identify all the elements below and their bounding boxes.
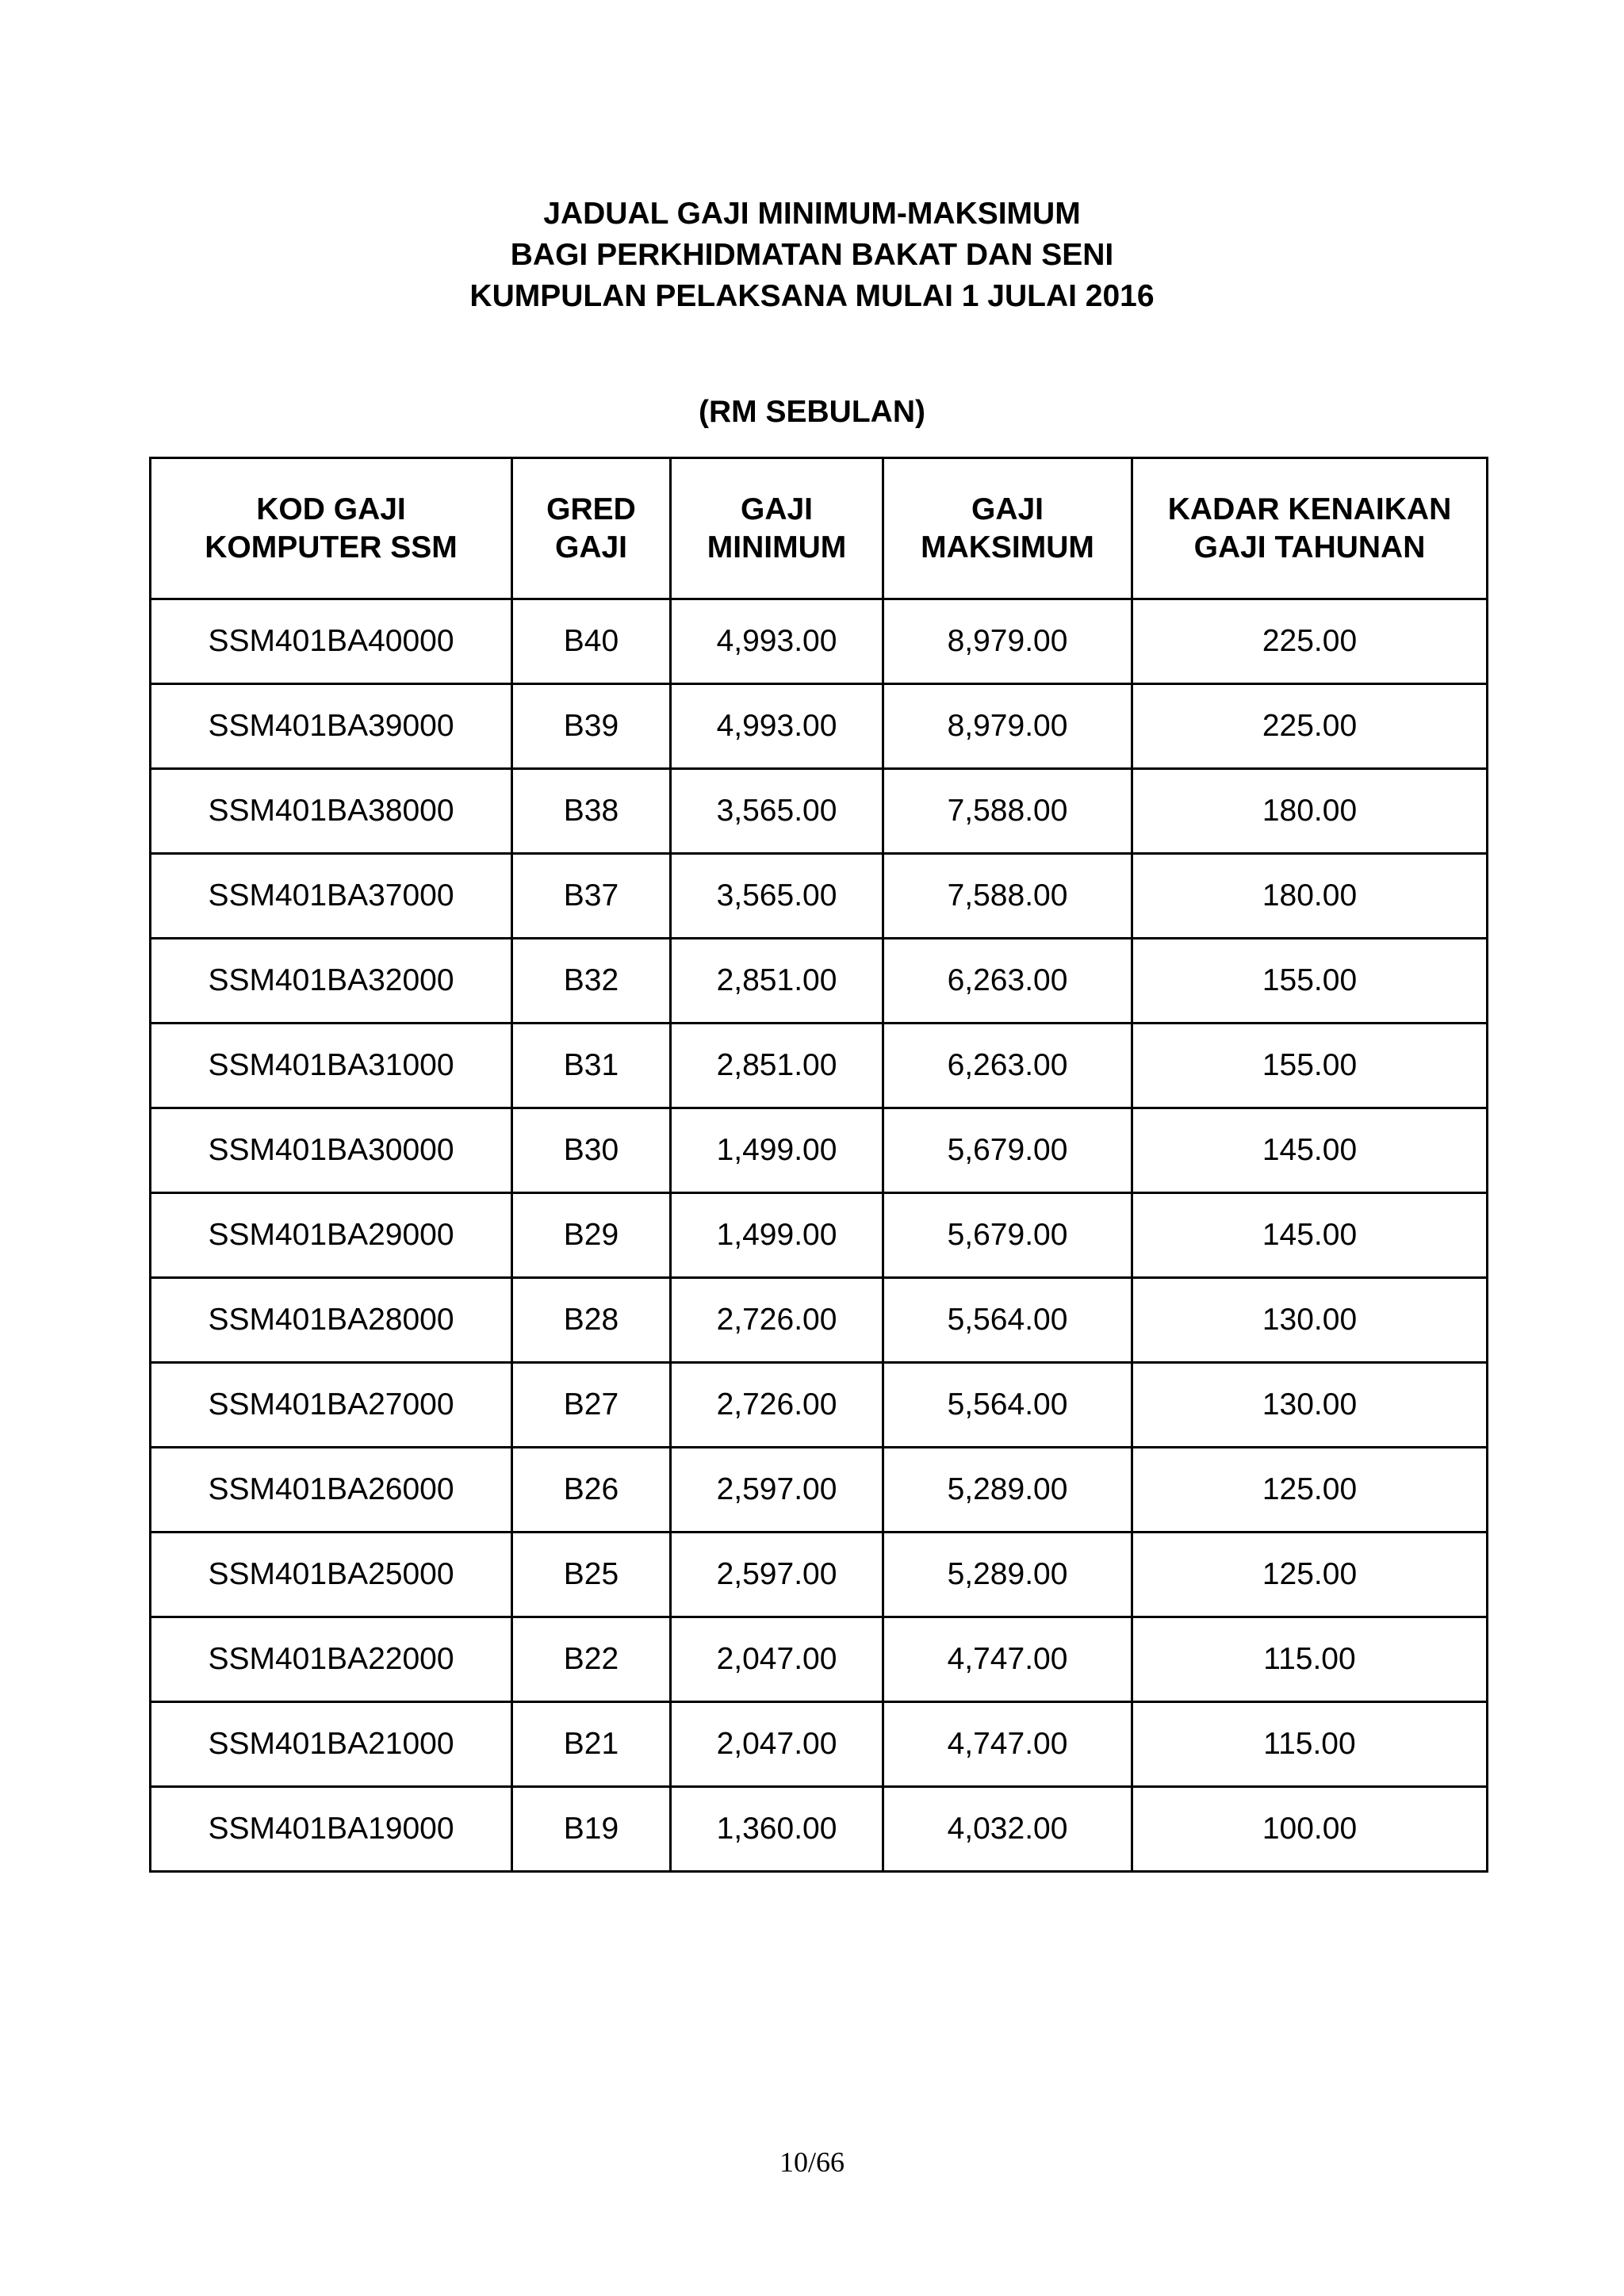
- table-row: [151, 1108, 1488, 1193]
- header-line: KADAR KENAIKAN: [1167, 492, 1452, 526]
- cell-gred: B21: [512, 1702, 671, 1787]
- document-title: [0, 193, 1624, 317]
- cell-gred: B40: [512, 599, 671, 684]
- cell-kod-gaji: SSM401BA28000: [151, 1278, 512, 1363]
- cell-kod-gaji: SSM401BA26000: [151, 1448, 512, 1533]
- table-row: [151, 1702, 1488, 1787]
- header-gaji-maksimum: [883, 458, 1132, 599]
- cell-gaji-minimum: 2,851.00: [671, 939, 883, 1024]
- cell-gred: B25: [512, 1533, 671, 1617]
- cell-kadar-kenaikan: 180.00: [1132, 854, 1488, 939]
- cell-gred: B32: [512, 939, 671, 1024]
- cell-gaji-minimum: 2,047.00: [671, 1702, 883, 1787]
- cell-kod-gaji: SSM401BA30000: [151, 1108, 512, 1193]
- cell-kadar-kenaikan: 130.00: [1132, 1278, 1488, 1363]
- title-line-1: JADUAL GAJI MINIMUM-MAKSIMUM: [543, 197, 1081, 231]
- header-line: KOD GAJI: [256, 492, 406, 526]
- cell-kod-gaji: SSM401BA29000: [151, 1193, 512, 1278]
- cell-kadar-kenaikan: 145.00: [1132, 1108, 1488, 1193]
- table-row: [151, 854, 1488, 939]
- cell-kod-gaji: SSM401BA39000: [151, 684, 512, 769]
- cell-gred: B19: [512, 1787, 671, 1872]
- cell-gaji-maksimum: 4,747.00: [883, 1702, 1132, 1787]
- table-row: [151, 684, 1488, 769]
- header-kod-gaji: [151, 458, 512, 599]
- header-line: GAJI TAHUNAN: [1193, 530, 1426, 564]
- cell-kadar-kenaikan: 155.00: [1132, 1024, 1488, 1108]
- cell-gaji-maksimum: 8,979.00: [883, 599, 1132, 684]
- table-row: [151, 1363, 1488, 1448]
- cell-gaji-maksimum: 5,289.00: [883, 1533, 1132, 1617]
- header-line: GAJI: [554, 530, 628, 564]
- table-body: [151, 599, 1488, 1872]
- page-number: 10/66: [779, 2146, 845, 2178]
- cell-kod-gaji: SSM401BA19000: [151, 1787, 512, 1872]
- cell-kadar-kenaikan: 225.00: [1132, 684, 1488, 769]
- cell-kadar-kenaikan: 225.00: [1132, 599, 1488, 684]
- cell-kod-gaji: SSM401BA21000: [151, 1702, 512, 1787]
- cell-kadar-kenaikan: 100.00: [1132, 1787, 1488, 1872]
- cell-gaji-minimum: 3,565.00: [671, 769, 883, 854]
- table-row: [151, 1278, 1488, 1363]
- table-row: [151, 939, 1488, 1024]
- cell-kod-gaji: SSM401BA25000: [151, 1533, 512, 1617]
- cell-kadar-kenaikan: 130.00: [1132, 1363, 1488, 1448]
- salary-table: [149, 457, 1488, 1873]
- cell-kod-gaji: SSM401BA40000: [151, 599, 512, 684]
- header-gaji-minimum: [671, 458, 883, 599]
- cell-kadar-kenaikan: 115.00: [1132, 1617, 1488, 1702]
- cell-gaji-maksimum: 4,747.00: [883, 1617, 1132, 1702]
- table-row: [151, 1193, 1488, 1278]
- cell-gaji-maksimum: 5,679.00: [883, 1193, 1132, 1278]
- cell-gred: B31: [512, 1024, 671, 1108]
- header-line: GAJI: [971, 492, 1044, 526]
- cell-kod-gaji: SSM401BA22000: [151, 1617, 512, 1702]
- cell-kod-gaji: SSM401BA31000: [151, 1024, 512, 1108]
- cell-gaji-minimum: 2,047.00: [671, 1617, 883, 1702]
- cell-kadar-kenaikan: 155.00: [1132, 939, 1488, 1024]
- cell-gred: B26: [512, 1448, 671, 1533]
- cell-kadar-kenaikan: 180.00: [1132, 769, 1488, 854]
- cell-gaji-minimum: 2,597.00: [671, 1533, 883, 1617]
- unit-label: (RM SEBULAN): [699, 395, 925, 429]
- header-gred-gaji: [512, 458, 671, 599]
- title-line-3: KUMPULAN PELAKSANA MULAI 1 JULAI 2016: [469, 279, 1155, 313]
- cell-kadar-kenaikan: 125.00: [1132, 1533, 1488, 1617]
- header-line: KOMPUTER SSM: [205, 530, 458, 564]
- cell-gaji-minimum: 3,565.00: [671, 854, 883, 939]
- cell-gred: B28: [512, 1278, 671, 1363]
- table-row: [151, 1533, 1488, 1617]
- cell-kod-gaji: SSM401BA37000: [151, 854, 512, 939]
- header-line: GRED: [546, 492, 636, 526]
- table-row: [151, 1448, 1488, 1533]
- cell-kadar-kenaikan: 115.00: [1132, 1702, 1488, 1787]
- header-line: MAKSIMUM: [921, 530, 1094, 564]
- table-row: [151, 1617, 1488, 1702]
- table-row: [151, 1787, 1488, 1872]
- cell-kod-gaji: SSM401BA32000: [151, 939, 512, 1024]
- cell-gred: B38: [512, 769, 671, 854]
- cell-gred: B27: [512, 1363, 671, 1448]
- cell-gaji-maksimum: 6,263.00: [883, 1024, 1132, 1108]
- cell-gaji-maksimum: 7,588.00: [883, 769, 1132, 854]
- table-row: [151, 599, 1488, 684]
- cell-gred: B29: [512, 1193, 671, 1278]
- cell-gaji-maksimum: 5,289.00: [883, 1448, 1132, 1533]
- cell-gred: B37: [512, 854, 671, 939]
- cell-gaji-maksimum: 4,032.00: [883, 1787, 1132, 1872]
- header-line: MINIMUM: [707, 530, 847, 564]
- cell-gaji-minimum: 2,726.00: [671, 1363, 883, 1448]
- cell-kod-gaji: SSM401BA27000: [151, 1363, 512, 1448]
- cell-gaji-minimum: 1,499.00: [671, 1108, 883, 1193]
- cell-gaji-maksimum: 8,979.00: [883, 684, 1132, 769]
- cell-gaji-minimum: 1,360.00: [671, 1787, 883, 1872]
- title-line-2: BAGI PERKHIDMATAN BAKAT DAN SENI: [510, 238, 1114, 272]
- cell-gaji-maksimum: 7,588.00: [883, 854, 1132, 939]
- cell-gaji-maksimum: 5,679.00: [883, 1108, 1132, 1193]
- header-kadar-kenaikan: [1132, 458, 1488, 599]
- cell-gred: B22: [512, 1617, 671, 1702]
- cell-gaji-minimum: 2,851.00: [671, 1024, 883, 1108]
- table-header-row: [151, 458, 1488, 599]
- cell-gaji-maksimum: 5,564.00: [883, 1363, 1132, 1448]
- cell-gaji-minimum: 4,993.00: [671, 599, 883, 684]
- cell-kod-gaji: SSM401BA38000: [151, 769, 512, 854]
- cell-gred: B39: [512, 684, 671, 769]
- table-row: [151, 1024, 1488, 1108]
- cell-gaji-maksimum: 6,263.00: [883, 939, 1132, 1024]
- cell-gaji-maksimum: 5,564.00: [883, 1278, 1132, 1363]
- cell-gaji-minimum: 1,499.00: [671, 1193, 883, 1278]
- cell-gaji-minimum: 4,993.00: [671, 684, 883, 769]
- cell-kadar-kenaikan: 125.00: [1132, 1448, 1488, 1533]
- cell-gred: B30: [512, 1108, 671, 1193]
- cell-gaji-minimum: 2,726.00: [671, 1278, 883, 1363]
- cell-gaji-minimum: 2,597.00: [671, 1448, 883, 1533]
- table-row: [151, 769, 1488, 854]
- cell-kadar-kenaikan: 145.00: [1132, 1193, 1488, 1278]
- header-line: GAJI: [740, 492, 814, 526]
